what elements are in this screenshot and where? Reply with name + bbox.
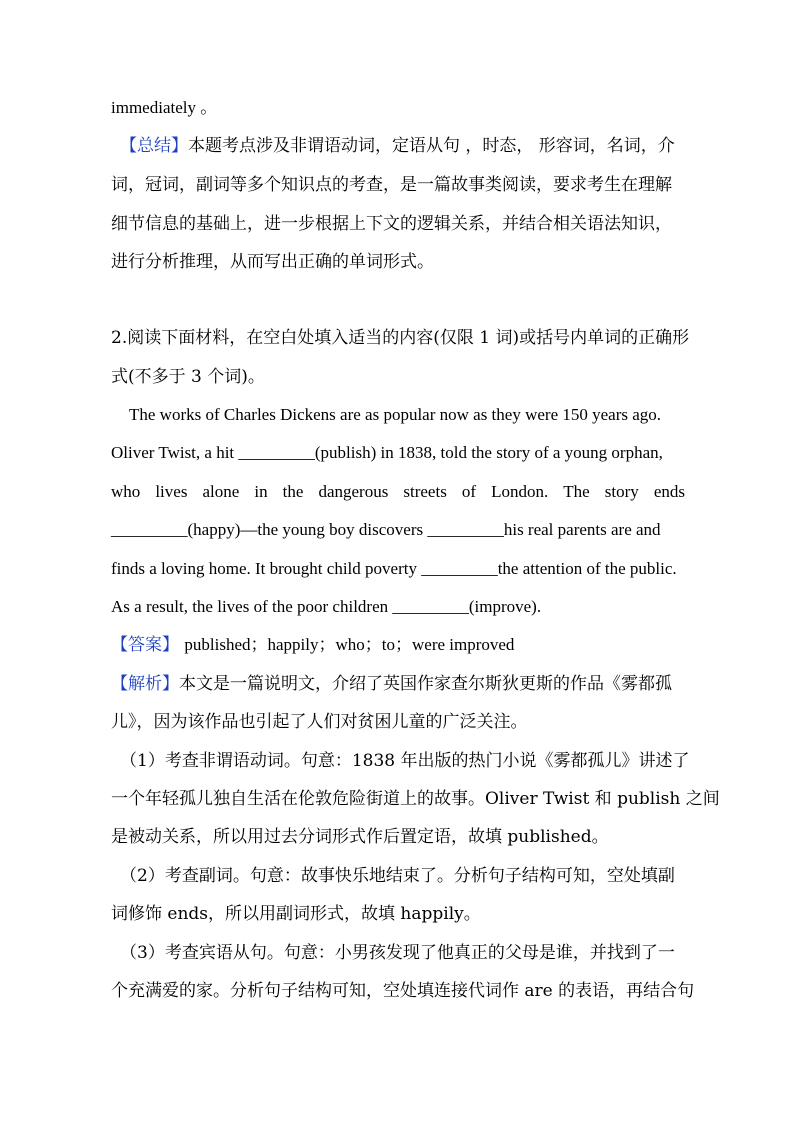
passage-line: finds a loving home. It brought child poverty _________the attention of the public. [111,559,677,578]
word: in [254,482,268,501]
word: the [282,482,304,501]
text-line: immediately 。 [111,98,218,117]
explanation-line: 个充满爱的家。分析句子结构可知，空处填连接代词作 are 的表语，再结合句 [111,981,695,1001]
word: The [563,482,590,501]
explanation-line: （3）考查宾语从句。句意：小男孩发现了他真正的父母是谁，并找到了一 [120,943,675,963]
explanation-line: （2）考查副词。句意：故事快乐地结束了。分析句子结构可知，空处填副 [120,866,675,886]
word: lives [155,482,188,501]
text-line: 进行分析推理，从而写出正确的单词形式。 [111,252,434,272]
analysis-text: 本文是一篇说明文，介绍了英国作家查尔斯狄更斯的作品《雾都孤 [179,674,672,694]
summary-text: 本题考点涉及非谓语动词，定语从句 ，时态， 形容词，名词，介 [188,136,675,156]
answer-line [111,633,514,657]
explanation-line: 是被动关系，所以用过去分词形式作后置定语，故填 published。 [111,827,609,847]
passage-line: As a result, the lives of the poor children _________(improve). [111,597,542,616]
explanation-line: 词修饰 ends，所以用副词形式，故填 happily。 [111,904,481,924]
summary-line [120,134,675,158]
analysis-label: 【解析】 [111,674,179,694]
answer-text: published；happily；who；to；were improved [184,635,515,654]
analysis-line [111,672,672,696]
word: dangerous [318,482,389,501]
word: ends [653,482,685,501]
word: alone [202,482,240,501]
text-line: 细节信息的基础上，进一步根据上下文的逻辑关系，并结合相关语法知识， [111,214,672,234]
question-instruction: 2.阅读下面材料，在空白处填入适当的内容(仅限 1 词)或括号内单词的正确形 [111,328,690,348]
question-instruction: 式(不多于 3 个词)。 [111,367,265,387]
word: story [604,482,639,501]
word: streets [403,482,447,501]
word: London. [491,482,549,501]
word: who [111,482,141,501]
text-line: 词，冠词，副词等多个知识点的考查，是一篇故事类阅读，要求考生在理解 [111,175,672,195]
explanation-line: 一个年轻孤儿独自生活在伦敦危险街道上的故事。Oliver Twist 和 publish 之间 [111,789,720,809]
passage-line: Oliver Twist, a hit _________(publish) in 1838, told the story of a young orphan, [111,443,663,462]
explanation-line: （1）考查非谓语动词。句意：1838 年出版的热门小说《雾都孤儿》讲述了 [120,751,690,771]
word: of [461,482,477,501]
passage-line: _________(happy)—the young boy discovers _________his real parents are and [111,520,661,539]
summary-label: 【总结】 [120,136,188,156]
passage-line: The works of Charles Dickens are as popular now as they were 150 years ago. [129,405,662,424]
passage-line-justified [111,480,685,504]
text-line: 儿》，因为该作品也引起了人们对贫困儿童的广泛关注。 [111,712,528,732]
answer-label: 【答案】 [111,635,179,655]
